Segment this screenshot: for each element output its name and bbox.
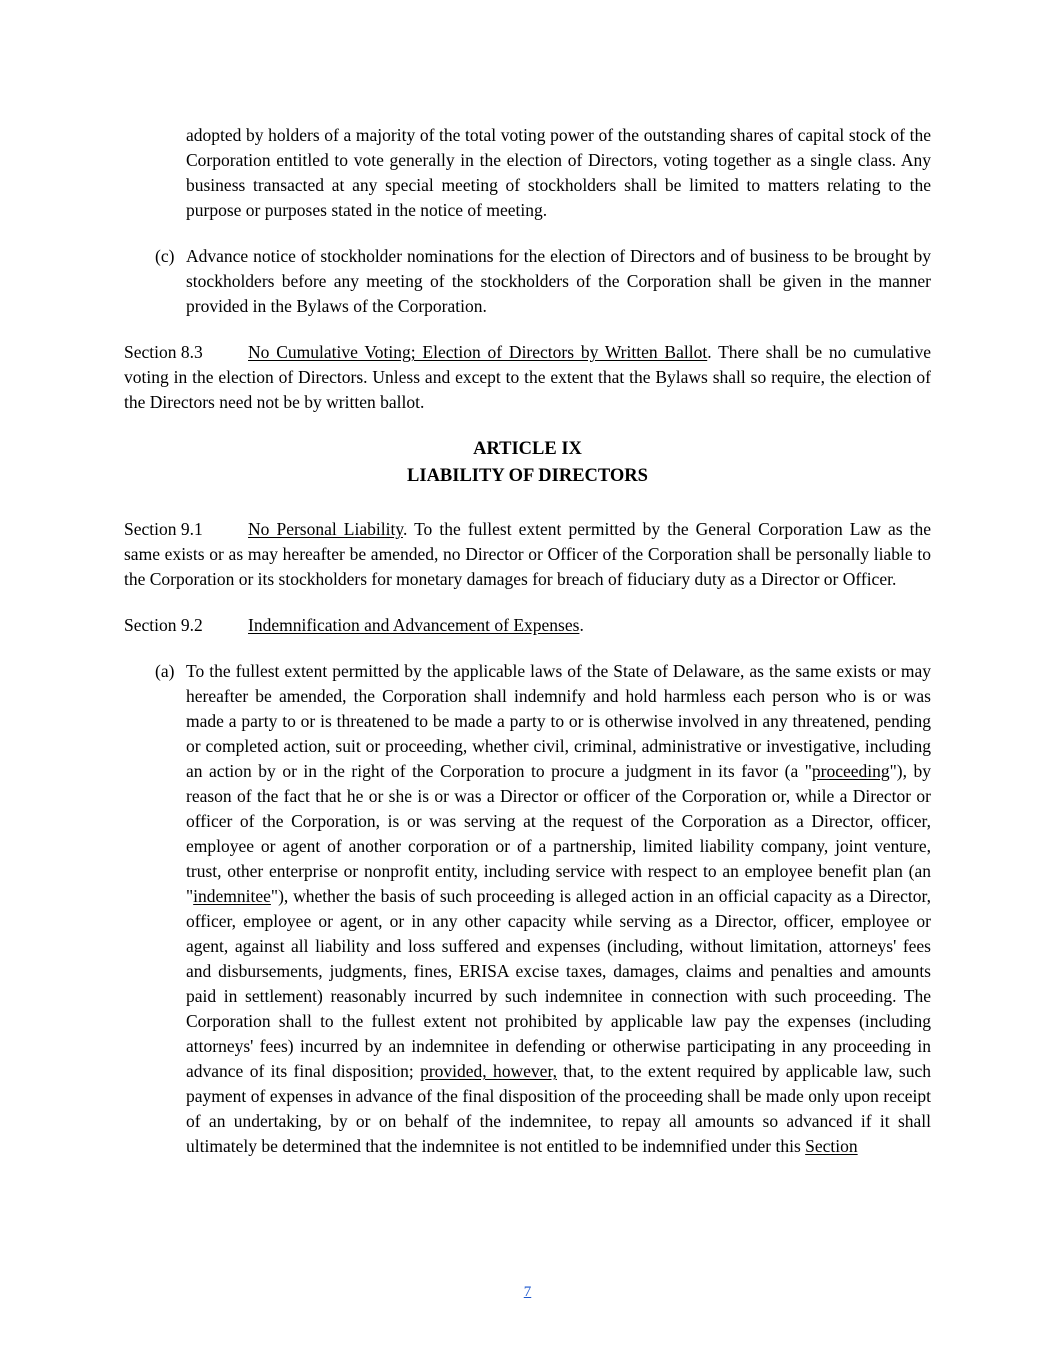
defined-term-indemnitee: indemnitee (193, 886, 271, 906)
paragraph-a-marker: (a) (155, 661, 175, 681)
section-9-1-body: . To the fullest extent permitted by the General Corporation Law as the same exists or as may hereafter be amended, no Director or Officer of the Corporation shall be personally liable to the Corporation or its stockholders for monetary damages for breach of fiduciary duty as a Director or Officer. (124, 519, 931, 589)
paragraph-a-text-2: "), by reason of the fact that he or she is or was a Director or officer of the Corporation or, while a Director or officer of the Corporation, is or was serving at the request of the Corporation as a Director, officer, employee or agent of another corporation or of a partnership, limited liability company, joint venture, trust, other enterprise or nonprofit entity, including service with respect to an employee benefit plan (an " (186, 761, 931, 906)
section-8-3 (124, 340, 931, 415)
section-9-1-title: No Personal Liability (248, 519, 403, 539)
section-8-3-body: . There shall be no cumulative voting in the election of Directors. Unless and except to the extent that the Bylaws shall so require, the election of the Directors need not be by written ballot. (124, 342, 931, 412)
provided-however-term: provided, however, (420, 1061, 557, 1081)
section-reference-link: Section (805, 1136, 858, 1156)
section-9-2 (124, 613, 931, 638)
paragraph-a (124, 659, 931, 1159)
paragraph-c-marker: (c) (155, 246, 175, 266)
article-number: ARTICLE IX (473, 439, 582, 459)
paragraph-a-text-3: "), whether the basis of such proceeding is alleged action in an official capacity as a Director, officer, employee or agent, or in any other capacity while serving as a Director, officer, employee or agent, against all liability and loss suffered and expenses (including, without limitation, attorneys' fees and disbursements, judgments, fines, ERISA excise taxes, damages, claims and penalties and amounts paid in settlement) reasonably incurred by such indemnitee in connection with such proceeding. The Corporation shall to the fullest extent not prohibited by applicable law pay the expenses (including attorneys' fees) incurred by an indemnitee in defending or otherwise participating in any proceeding in advance of its final disposition; (186, 886, 931, 1081)
section-9-1 (124, 517, 931, 592)
paragraph-a-text-4: that, to the extent required by applicable law, such payment of expenses in advance of the final disposition of the proceeding shall be made only upon receipt of an undertaking, by or on behalf of the indemnitee, to repay all amounts so advanced if it shall ultimately be determined that the indemnitee is not entitled to be indemnified under this (186, 1061, 931, 1156)
section-8-3-label: Section 8.3 (124, 342, 203, 362)
document-page (124, 123, 931, 1159)
article-title: LIABILITY OF DIRECTORS (407, 466, 648, 486)
paragraph-c-text: Advance notice of stockholder nominations for the election of Directors and of business to be brought by stockholders before any meeting of the stockholders of the Corporation shall be given in the manner provided in the Bylaws of the Corporation. (186, 246, 931, 316)
paragraph-c (124, 244, 931, 319)
paragraph-b-continuation: adopted by holders of a majority of the total voting power of the outstanding shares of capital stock of the Corporation entitled to vote generally in the election of Directors, voting together as a single class. Any business transacted at any special meeting of stockholders shall be limited to matters relating to the purpose or purposes stated in the notice of meeting. (186, 125, 931, 220)
section-8-3-title: No Cumulative Voting; Election of Directors by Written Ballot (248, 342, 708, 362)
section-9-2-title: Indemnification and Advancement of Expenses (248, 615, 580, 635)
defined-term-proceeding: proceeding (811, 761, 890, 781)
section-9-2-label: Section 9.2 (124, 615, 203, 635)
section-9-1-label: Section 9.1 (124, 519, 203, 539)
page-number-link[interactable]: 7 (523, 1284, 532, 1300)
paragraph-a-text-1: To the fullest extent permitted by the applicable laws of the State of Delaware, as the same exists or may hereafter be amended, the Corporation shall indemnify and hold harmless each person who is or was made a party to or is threatened to be made a party to or is otherwise involved in any threatened, pending or completed action, suit or proceeding, whether civil, criminal, administrative or investigative, including an action by or in the right of the Corporation to procure a judgment in its favor (a " (186, 661, 931, 781)
section-9-2-period: . (579, 615, 584, 635)
article-heading (124, 436, 931, 490)
